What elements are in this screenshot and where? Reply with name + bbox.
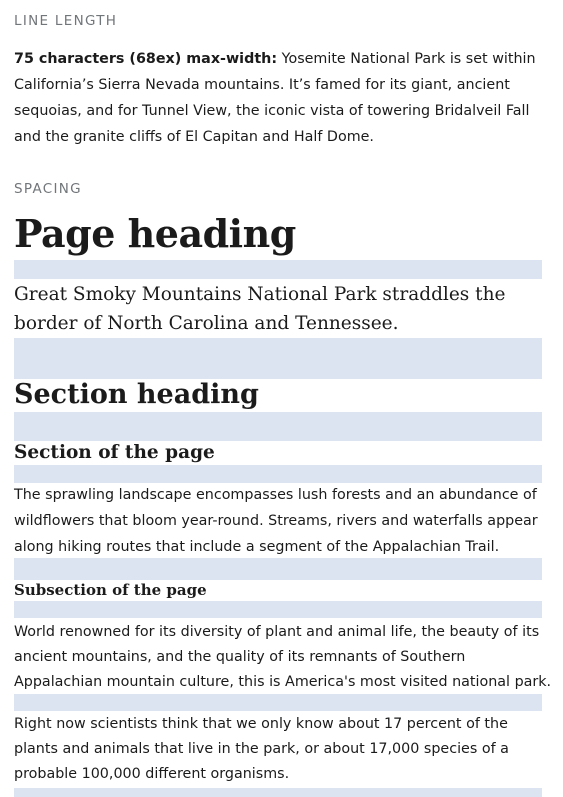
line-length-line-4: and the granite cliffs of El Capitan and Half Dome. [14,129,374,145]
line-length-line-1 [14,46,536,72]
section-of-page-heading: Section of the page [14,442,215,463]
spacing-eyebrow: SPACING [14,181,82,197]
section-heading: Section heading [14,379,259,410]
paragraph-3-line-1: Right now scientists think that we only know about 17 percent of the [14,716,508,732]
spacing-band [14,694,542,711]
paragraph-1-line-2: wildflowers that bloom year-round. Streams, rivers and waterfalls appear [14,513,538,529]
paragraph-2-line-2: ancient mountains, and the quality of its remnants of Southern [14,649,466,665]
spacing-band [14,338,542,379]
spacing-band [14,260,542,279]
paragraph-1-line-1: The sprawling landscape encompasses lush forests and an abundance of [14,487,537,503]
line-length-line-3: sequoias, and for Tunnel View, the iconic vista of towering Bridalveil Fall [14,103,530,119]
paragraph-3-line-2: plants and animals that live in the park, or about 17,000 species of a [14,741,509,757]
spacing-band [14,412,542,441]
spacing-band [14,601,542,618]
paragraph-2-line-3: Appalachian mountain culture, this is America's most visited national park. [14,674,552,690]
line-length-lead: 75 characters (68ex) max-width: [14,51,278,67]
paragraph-3-line-3: probable 100,000 different organisms. [14,766,290,782]
intro-line-1: Great Smoky Mountains National Park straddles the [14,284,506,305]
spacing-band [14,465,542,483]
paragraph-1-line-3: along hiking routes that include a segment of the Appalachian Trail. [14,539,500,555]
page-heading: Page heading [14,211,296,256]
line-length-line-1-rest: Yosemite National Park is set within [277,51,536,67]
spacing-band [14,788,542,797]
line-length-eyebrow: LINE LENGTH [14,13,118,29]
line-length-line-2: California’s Sierra Nevada mountains. It’s famed for its giant, ancient [14,77,510,93]
spacing-band [14,558,542,580]
intro-line-2: border of North Carolina and Tennessee. [14,313,399,334]
subsection-of-page-heading: Subsection of the page [14,581,207,599]
paragraph-2-line-1: World renowned for its diversity of plant and animal life, the beauty of its [14,624,540,640]
